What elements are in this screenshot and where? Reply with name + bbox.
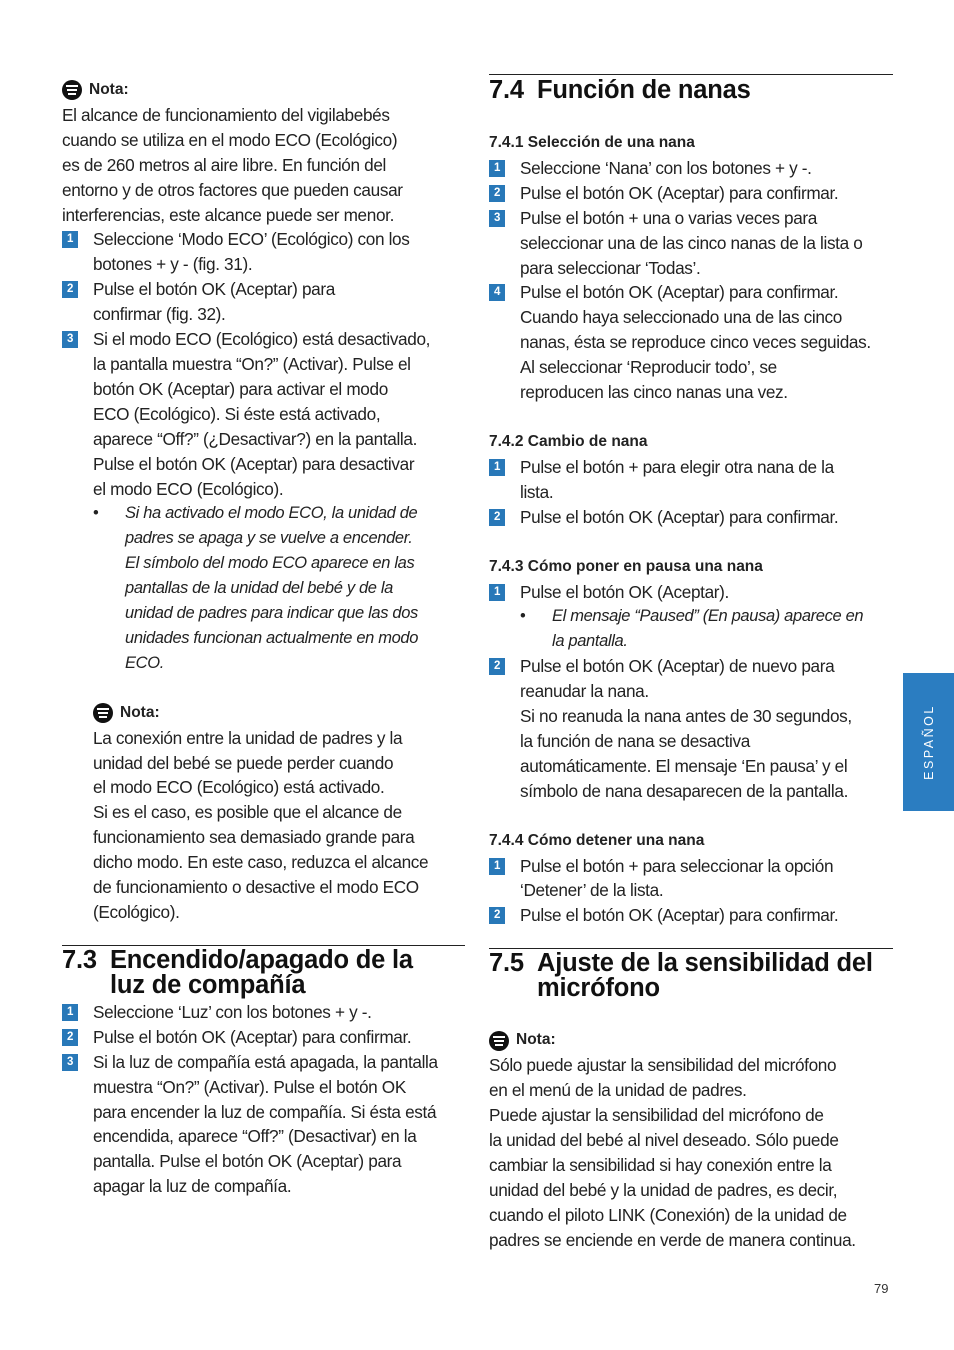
- step-number-badge: 2: [489, 658, 505, 675]
- step-number-badge: 1: [489, 584, 505, 601]
- step-1: [489, 156, 893, 181]
- step-text: Seleccione ‘Luz’ con los botones + y -.: [93, 1001, 372, 1022]
- step-2: [489, 181, 893, 206]
- language-tab-label: ESPAÑOL: [921, 704, 936, 780]
- note-icon: [62, 80, 82, 100]
- step-4: [489, 280, 893, 405]
- step-2: [489, 654, 893, 803]
- note-icon: [93, 703, 113, 723]
- step-number-badge: 1: [62, 1004, 78, 1021]
- note-text: Sólo puede ajustar la sensibilidad del micrófono en el menú de la unidad de padres. Puede ajustar la sensibilidad del micrófono de la unidad del bebé al nivel deseado. Sólo puede cambiar la sensibilidad si hay conexión entre la unidad del bebé y la unidad de padres, es decir, cuando el piloto LINK (Conexión) de la unidad de padres se enciende en verde de manera continua.: [489, 1055, 856, 1250]
- step-text: Pulse el botón OK (Aceptar) para confirmar.: [93, 1026, 412, 1047]
- right-column: [489, 74, 893, 1252]
- language-tab: [903, 673, 954, 811]
- section-heading: 7.5 Ajuste de la sensibilidad del micrófono: [489, 948, 893, 1001]
- note-icon: [489, 1031, 509, 1051]
- step-text: Pulse el botón OK (Aceptar) para confirmar. Cuando haya seleccionado una de las cinco nanas, ésta se reproduce cinco veces seguidas. Al seleccionar ‘Reproducir todo’, se reproducen las cinco nanas una vez.: [520, 282, 871, 403]
- section-7-3: [62, 945, 465, 1199]
- section-heading: 7.4 Función de nanas: [489, 74, 893, 103]
- step-text: Pulse el botón OK (Aceptar) para confirmar.: [520, 905, 839, 926]
- step-number-badge: 2: [62, 1029, 78, 1046]
- step-number-badge: 2: [489, 509, 505, 526]
- step-number-badge: 3: [62, 1054, 78, 1071]
- section-heading: 7.3 Encendido/apagado de la luz de compañía: [62, 945, 465, 998]
- step-number-badge: 1: [62, 231, 78, 248]
- subsection-heading: 7.4.3 Cómo poner en pausa una nana: [489, 557, 763, 575]
- step-number-badge: 2: [489, 185, 505, 202]
- note-label: Nota:: [516, 1031, 556, 1049]
- step-number-badge: 1: [489, 160, 505, 177]
- page-number: 79: [874, 1281, 889, 1296]
- step-text: Pulse el botón + una o varias veces para seleccionar una de las cinco nanas de la lista o para seleccionar ‘Todas’.: [520, 207, 863, 278]
- step-number-badge: 2: [62, 281, 78, 298]
- step-1: [489, 455, 893, 505]
- step-text: Si la luz de compañía está apagada, la pantalla muestra “On?” (Activar). Pulse el botón OK para encender la luz de compañía. Si ésta está encendida, aparece “Off?” (Desactivar) en la pantalla. Pulse el botón OK (Aceptar) para apagar la luz de compañía.: [93, 1051, 438, 1197]
- subsection-heading: 7.4.4 Cómo detener una nana: [489, 831, 705, 849]
- step-number-badge: 1: [489, 459, 505, 476]
- bullet-dot: •: [520, 607, 526, 626]
- note-label: Nota:: [120, 703, 160, 721]
- note-eco-connection: [93, 701, 465, 925]
- step-text: Pulse el botón + para seleccionar la opción ‘Detener’ de la lista.: [520, 855, 834, 901]
- step-1: [62, 1000, 465, 1025]
- subsection-heading: 7.4.1 Selección de una nana: [489, 134, 695, 151]
- note-label: Nota:: [89, 81, 129, 98]
- step-text: Pulse el botón OK (Aceptar) de nuevo para reanudar la nana. Si no reanuda la nana antes de 30 segundos, la función de nana se desactiva automáticamente. El mensaje ‘En pausa’ y el símbolo de nana desaparecen de la pantalla.: [520, 656, 852, 801]
- note-mic-sensitivity: [489, 1028, 893, 1252]
- step-text: Pulse el botón + para elegir otra nana de la lista.: [520, 456, 834, 502]
- step-3: [62, 327, 465, 501]
- step-text: Si el modo ECO (Ecológico) está desactivado, la pantalla muestra “On?” (Activar). Pulse el botón OK (Aceptar) para activar el modo ECO (Ecológico). Si éste está activado, aparece “Off?” (¿Desactivar?) en la pantalla. Pulse el botón OK (Aceptar) para desactivar el modo ECO (Ecológico).: [93, 329, 431, 499]
- step-3: [489, 206, 893, 281]
- step-1: [489, 854, 893, 904]
- step-number-badge: 1: [489, 858, 505, 875]
- left-column: [62, 78, 465, 1199]
- step-number-badge: 2: [489, 907, 505, 924]
- note-text: La conexión entre la unidad de padres y la unidad del bebé se puede perder cuando el modo ECO (Ecológico) está activado. Si es el caso, es posible que el alcance de funcionamiento sea demasiado grande para dicho modo. En este caso, reduzca el alcance de funcionamiento o desactive el modo ECO (Ecológico).: [93, 727, 429, 922]
- step-text: Pulse el botón OK (Aceptar) para confirmar.: [520, 506, 839, 527]
- step-2: [489, 505, 893, 530]
- subsection-heading: 7.4.2 Cambio de nana: [489, 432, 648, 450]
- step-2: [489, 903, 893, 928]
- step-3: [62, 1050, 465, 1199]
- bullet-text: Si ha activado el modo ECO, la unidad de padres se apaga y se vuelve a encender. El símbolo del modo ECO aparece en las pantallas de la unidad del bebé y de la unidad de padres para indicar que las dos unidades funcionan actualmente en modo ECO.: [125, 504, 419, 672]
- bullet-eco-info: [93, 501, 465, 675]
- step-text: Pulse el botón OK (Aceptar) para confirmar (fig. 32).: [93, 279, 335, 325]
- step-1: [62, 227, 465, 277]
- step-text: Seleccione ‘Nana’ con los botones + y -.: [520, 157, 812, 178]
- step-2: [62, 277, 465, 327]
- step-text: Pulse el botón OK (Aceptar) para confirmar.: [520, 182, 839, 203]
- step-number-badge: 3: [489, 210, 505, 227]
- step-number-badge: 4: [489, 284, 505, 301]
- bullet-text: El mensaje “Paused” (En pausa) aparece en la pantalla.: [552, 607, 864, 651]
- step-text: Pulse el botón OK (Aceptar).: [520, 581, 729, 602]
- bullet-dot: •: [93, 504, 99, 523]
- bullet-paused-info: [520, 604, 893, 654]
- note-eco-range: [62, 78, 465, 227]
- section-7-5: [489, 948, 893, 1252]
- note-text: El alcance de funcionamiento del vigilabebés cuando se utiliza en el modo ECO (Ecológico) es de 260 metros al aire libre. En función del entorno y de otros factores que pueden causar interferencias, este alcance puede ser menor.: [62, 104, 403, 225]
- step-number-badge: 3: [62, 331, 78, 348]
- step-1: [489, 580, 893, 605]
- section-7-4: [489, 74, 893, 928]
- step-2: [62, 1025, 465, 1050]
- step-text: Seleccione ‘Modo ECO’ (Ecológico) con los botones + y - (fig. 31).: [93, 229, 410, 275]
